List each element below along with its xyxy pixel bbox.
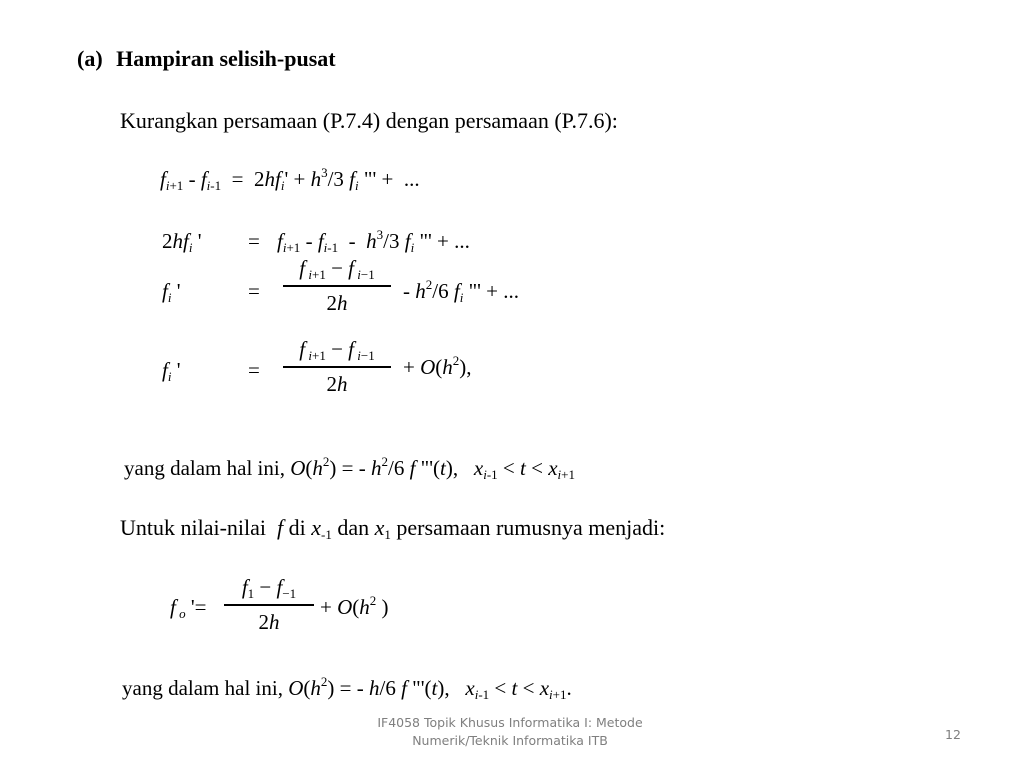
final-formula-rest: + $O(h^2$ ) bbox=[320, 593, 389, 619]
equation-3-equals: = bbox=[248, 279, 260, 303]
substitution-text-start: Untuk nilai-nilai bbox=[120, 515, 267, 540]
footer-text bbox=[340, 714, 680, 750]
equation-1: $f_{i+1} - f_{i-1} = 2hf_i' + h^3/3$ $f_i$ "' + ... bbox=[160, 165, 420, 193]
footer-line-2: Numerik/Teknik Informatika ITB bbox=[412, 733, 608, 749]
page-number: 12 bbox=[945, 727, 961, 742]
equation-3-lhs: $f_i$ ' bbox=[162, 279, 181, 305]
substitution-text: Untuk nilai-nilai f di $x_{-1}$ dan $x_1$ persamaan rumusnya menjadi: bbox=[120, 515, 666, 542]
footer-line-1: IF4058 Topik Khusus Informatika I: Metode bbox=[377, 715, 643, 730]
final-formula-lhs: f $_o$ '= bbox=[170, 595, 207, 621]
equation-2-equals: = bbox=[248, 229, 260, 253]
equation-4-fraction: f $_{i+1}$ − f $_{i-1}$ 2h bbox=[283, 339, 391, 395]
intro-text: Kurangkan persamaan (P.7.4) dengan persamaan (P.7.6): bbox=[120, 108, 618, 133]
section-heading bbox=[77, 48, 336, 70]
error-term-line-1: yang dalam hal ini, $O(h^2)$ = - $h^2/6$ f "'(t), $x_{i-1} < t < x_{i+1}$ bbox=[124, 454, 575, 482]
substitution-text-end: persamaan rumusnya menjadi: bbox=[396, 515, 666, 540]
final-formula-fraction: $f_1 - f_{-1}$ 2h bbox=[224, 577, 314, 633]
equation-4-equals: = bbox=[248, 358, 260, 382]
equation-3-fraction: f $_{i+1}$ − f $_{i-1}$ 2h bbox=[283, 258, 391, 314]
error-term-line-2: yang dalam hal ini, $O(h^2)$ = - h/6 f "'(t), $x_{i-1} < t < x_{i+1}$. bbox=[122, 674, 572, 702]
equation-3-rest: - $h^2/6$ $f_i$ "' + ... bbox=[403, 277, 520, 305]
section-label: (a) bbox=[77, 46, 103, 71]
error-term-text-1: yang dalam hal ini, bbox=[124, 456, 285, 480]
equation-2-rhs: $f_{i+1} - f_{i-1} - h^3/3$ $f_i$ "' + ... bbox=[277, 227, 470, 255]
error-term-text-2: yang dalam hal ini, bbox=[122, 676, 283, 700]
equation-4-rest: + $O(h^2)$, bbox=[403, 353, 472, 379]
section-title: Hampiran selisih-pusat bbox=[116, 46, 336, 71]
equation-2-lhs: $2hf_i$ ' bbox=[162, 229, 202, 255]
equation-4-lhs: $f_i$ ' bbox=[162, 358, 181, 384]
